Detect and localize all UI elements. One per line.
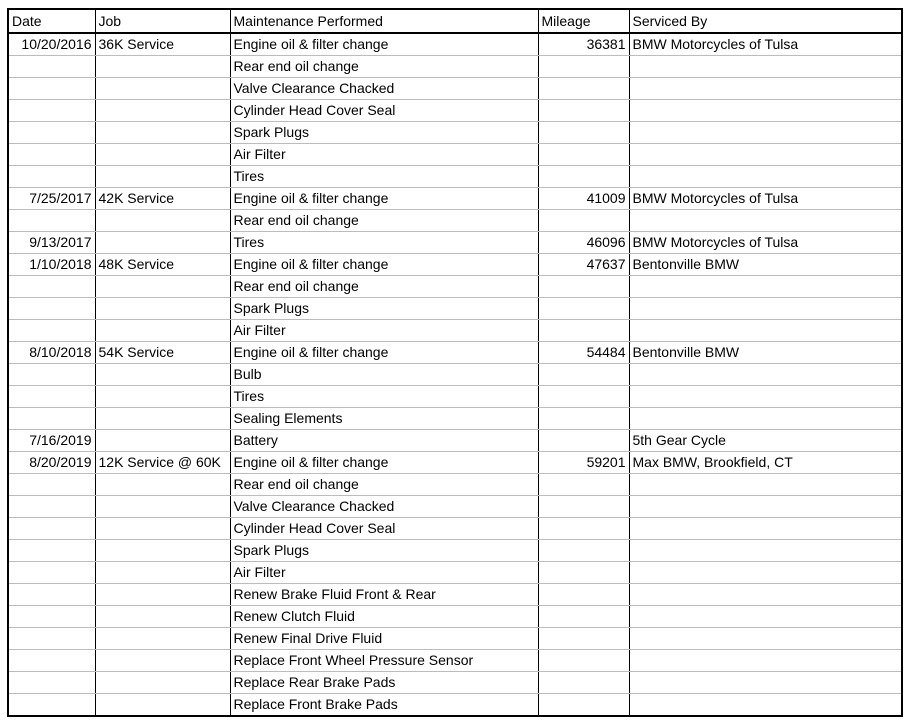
cell-job <box>95 144 230 166</box>
cell-date <box>8 276 95 298</box>
cell-date <box>8 386 95 408</box>
cell-job <box>95 430 230 452</box>
cell-maintenance: Sealing Elements <box>230 408 538 430</box>
table-row <box>8 474 902 496</box>
cell-mileage <box>538 672 629 694</box>
cell-serviced-by <box>629 672 902 694</box>
cell-job <box>95 78 230 100</box>
cell-mileage <box>538 364 629 386</box>
cell-mileage: 54484 <box>538 342 629 364</box>
table-row <box>8 628 902 650</box>
cell-serviced-by <box>629 628 902 650</box>
header-date: Date <box>8 9 95 33</box>
table-row <box>8 342 902 364</box>
cell-maintenance: Valve Clearance Chacked <box>230 496 538 518</box>
cell-job <box>95 364 230 386</box>
header-maintenance: Maintenance Performed <box>230 9 538 33</box>
cell-mileage <box>538 122 629 144</box>
cell-maintenance: Air Filter <box>230 562 538 584</box>
cell-maintenance: Replace Front Brake Pads <box>230 694 538 717</box>
cell-date <box>8 210 95 232</box>
cell-job <box>95 606 230 628</box>
cell-job <box>95 386 230 408</box>
cell-date <box>8 694 95 717</box>
cell-mileage <box>538 650 629 672</box>
cell-serviced-by <box>629 320 902 342</box>
cell-date <box>8 56 95 78</box>
cell-maintenance: Air Filter <box>230 144 538 166</box>
cell-mileage <box>538 166 629 188</box>
cell-maintenance: Cylinder Head Cover Seal <box>230 518 538 540</box>
cell-maintenance: Bulb <box>230 364 538 386</box>
cell-mileage: 46096 <box>538 232 629 254</box>
table-row <box>8 254 902 276</box>
cell-serviced-by <box>629 210 902 232</box>
table-row <box>8 56 902 78</box>
table-row <box>8 562 902 584</box>
cell-serviced-by <box>629 100 902 122</box>
cell-job <box>95 650 230 672</box>
cell-maintenance: Tires <box>230 232 538 254</box>
cell-job <box>95 474 230 496</box>
table-row <box>8 276 902 298</box>
cell-date <box>8 78 95 100</box>
cell-mileage: 47637 <box>538 254 629 276</box>
cell-date <box>8 298 95 320</box>
cell-date <box>8 122 95 144</box>
cell-maintenance: Engine oil & filter change <box>230 33 538 56</box>
cell-job: 54K Service <box>95 342 230 364</box>
cell-maintenance: Engine oil & filter change <box>230 342 538 364</box>
cell-date <box>8 320 95 342</box>
cell-serviced-by <box>629 540 902 562</box>
cell-job <box>95 210 230 232</box>
table-body <box>8 33 902 716</box>
cell-date: 8/20/2019 <box>8 452 95 474</box>
cell-serviced-by <box>629 144 902 166</box>
header-serviced-by: Serviced By <box>629 9 902 33</box>
cell-mileage <box>538 56 629 78</box>
cell-mileage <box>538 540 629 562</box>
cell-job <box>95 694 230 717</box>
cell-maintenance: Air Filter <box>230 320 538 342</box>
cell-mileage <box>538 100 629 122</box>
cell-maintenance: Rear end oil change <box>230 56 538 78</box>
cell-mileage <box>538 430 629 452</box>
table-row <box>8 166 902 188</box>
cell-maintenance: Battery <box>230 430 538 452</box>
cell-maintenance: Engine oil & filter change <box>230 452 538 474</box>
cell-mileage <box>538 474 629 496</box>
cell-date <box>8 562 95 584</box>
table-row <box>8 518 902 540</box>
cell-serviced-by <box>629 474 902 496</box>
table-row <box>8 386 902 408</box>
cell-date <box>8 584 95 606</box>
cell-date <box>8 408 95 430</box>
cell-date <box>8 474 95 496</box>
cell-date <box>8 100 95 122</box>
cell-mileage: 59201 <box>538 452 629 474</box>
cell-maintenance: Spark Plugs <box>230 540 538 562</box>
cell-job <box>95 628 230 650</box>
table-row <box>8 78 902 100</box>
cell-job <box>95 166 230 188</box>
cell-date <box>8 166 95 188</box>
cell-serviced-by: Bentonville BMW <box>629 342 902 364</box>
table-row <box>8 33 902 56</box>
cell-date: 7/16/2019 <box>8 430 95 452</box>
cell-mileage <box>538 518 629 540</box>
cell-maintenance: Renew Clutch Fluid <box>230 606 538 628</box>
cell-serviced-by: Bentonville BMW <box>629 254 902 276</box>
cell-mileage <box>538 562 629 584</box>
cell-job: 12K Service @ 60K <box>95 452 230 474</box>
cell-serviced-by <box>629 562 902 584</box>
table-header <box>8 9 902 33</box>
cell-maintenance: Engine oil & filter change <box>230 254 538 276</box>
table-row <box>8 430 902 452</box>
table-row <box>8 408 902 430</box>
cell-maintenance: Tires <box>230 166 538 188</box>
cell-serviced-by <box>629 496 902 518</box>
cell-serviced-by <box>629 408 902 430</box>
table-row <box>8 606 902 628</box>
cell-date: 1/10/2018 <box>8 254 95 276</box>
cell-date <box>8 496 95 518</box>
cell-serviced-by: BMW Motorcycles of Tulsa <box>629 232 902 254</box>
cell-date <box>8 672 95 694</box>
cell-job <box>95 518 230 540</box>
cell-serviced-by <box>629 584 902 606</box>
table-row <box>8 540 902 562</box>
cell-serviced-by: Max BMW, Brookfield, CT <box>629 452 902 474</box>
cell-job: 48K Service <box>95 254 230 276</box>
cell-job <box>95 562 230 584</box>
cell-maintenance: Rear end oil change <box>230 276 538 298</box>
cell-date: 10/20/2016 <box>8 33 95 56</box>
cell-serviced-by: 5th Gear Cycle <box>629 430 902 452</box>
table-row <box>8 144 902 166</box>
cell-mileage <box>538 386 629 408</box>
cell-mileage <box>538 496 629 518</box>
cell-maintenance: Replace Rear Brake Pads <box>230 672 538 694</box>
table-row <box>8 452 902 474</box>
cell-serviced-by: BMW Motorcycles of Tulsa <box>629 33 902 56</box>
header-mileage: Mileage <box>538 9 629 33</box>
header-job: Job <box>95 9 230 33</box>
cell-job <box>95 122 230 144</box>
cell-date <box>8 364 95 386</box>
cell-mileage <box>538 408 629 430</box>
cell-job <box>95 298 230 320</box>
cell-mileage <box>538 144 629 166</box>
cell-job <box>95 540 230 562</box>
cell-job <box>95 408 230 430</box>
table-row <box>8 122 902 144</box>
cell-mileage <box>538 320 629 342</box>
cell-serviced-by <box>629 78 902 100</box>
cell-job <box>95 584 230 606</box>
cell-serviced-by <box>629 386 902 408</box>
cell-serviced-by: BMW Motorcycles of Tulsa <box>629 188 902 210</box>
cell-maintenance: Rear end oil change <box>230 474 538 496</box>
cell-maintenance: Spark Plugs <box>230 298 538 320</box>
table-row <box>8 496 902 518</box>
cell-maintenance: Renew Brake Fluid Front & Rear <box>230 584 538 606</box>
cell-mileage <box>538 298 629 320</box>
cell-serviced-by <box>629 606 902 628</box>
cell-maintenance: Renew Final Drive Fluid <box>230 628 538 650</box>
cell-date: 9/13/2017 <box>8 232 95 254</box>
cell-date <box>8 650 95 672</box>
cell-mileage <box>538 628 629 650</box>
table-row <box>8 364 902 386</box>
cell-job <box>95 320 230 342</box>
cell-date: 8/10/2018 <box>8 342 95 364</box>
cell-serviced-by <box>629 166 902 188</box>
cell-job <box>95 56 230 78</box>
cell-mileage: 41009 <box>538 188 629 210</box>
cell-serviced-by <box>629 518 902 540</box>
cell-mileage <box>538 210 629 232</box>
cell-maintenance: Valve Clearance Chacked <box>230 78 538 100</box>
table-row <box>8 694 902 717</box>
table-row <box>8 100 902 122</box>
header-row <box>8 9 902 33</box>
cell-serviced-by <box>629 694 902 717</box>
table-row <box>8 298 902 320</box>
cell-mileage <box>538 694 629 717</box>
table-row <box>8 210 902 232</box>
cell-job <box>95 100 230 122</box>
cell-date: 7/25/2017 <box>8 188 95 210</box>
cell-job <box>95 232 230 254</box>
cell-job <box>95 276 230 298</box>
cell-date <box>8 606 95 628</box>
cell-mileage <box>538 584 629 606</box>
cell-date <box>8 540 95 562</box>
cell-serviced-by <box>629 364 902 386</box>
cell-maintenance: Replace Front Wheel Pressure Sensor <box>230 650 538 672</box>
cell-maintenance: Engine oil & filter change <box>230 188 538 210</box>
cell-mileage <box>538 276 629 298</box>
cell-serviced-by <box>629 276 902 298</box>
cell-job: 36K Service <box>95 33 230 56</box>
maintenance-log-table <box>7 8 903 717</box>
table-row <box>8 584 902 606</box>
cell-job: 42K Service <box>95 188 230 210</box>
cell-date <box>8 518 95 540</box>
table-row <box>8 320 902 342</box>
cell-serviced-by <box>629 650 902 672</box>
cell-serviced-by <box>629 56 902 78</box>
cell-maintenance: Spark Plugs <box>230 122 538 144</box>
table-row <box>8 650 902 672</box>
cell-maintenance: Tires <box>230 386 538 408</box>
cell-job <box>95 496 230 518</box>
cell-mileage <box>538 78 629 100</box>
cell-date <box>8 628 95 650</box>
cell-maintenance: Cylinder Head Cover Seal <box>230 100 538 122</box>
cell-date <box>8 144 95 166</box>
table-row <box>8 672 902 694</box>
cell-maintenance: Rear end oil change <box>230 210 538 232</box>
table-row <box>8 188 902 210</box>
cell-job <box>95 672 230 694</box>
cell-mileage <box>538 606 629 628</box>
table-row <box>8 232 902 254</box>
cell-serviced-by <box>629 298 902 320</box>
cell-serviced-by <box>629 122 902 144</box>
cell-mileage: 36381 <box>538 33 629 56</box>
